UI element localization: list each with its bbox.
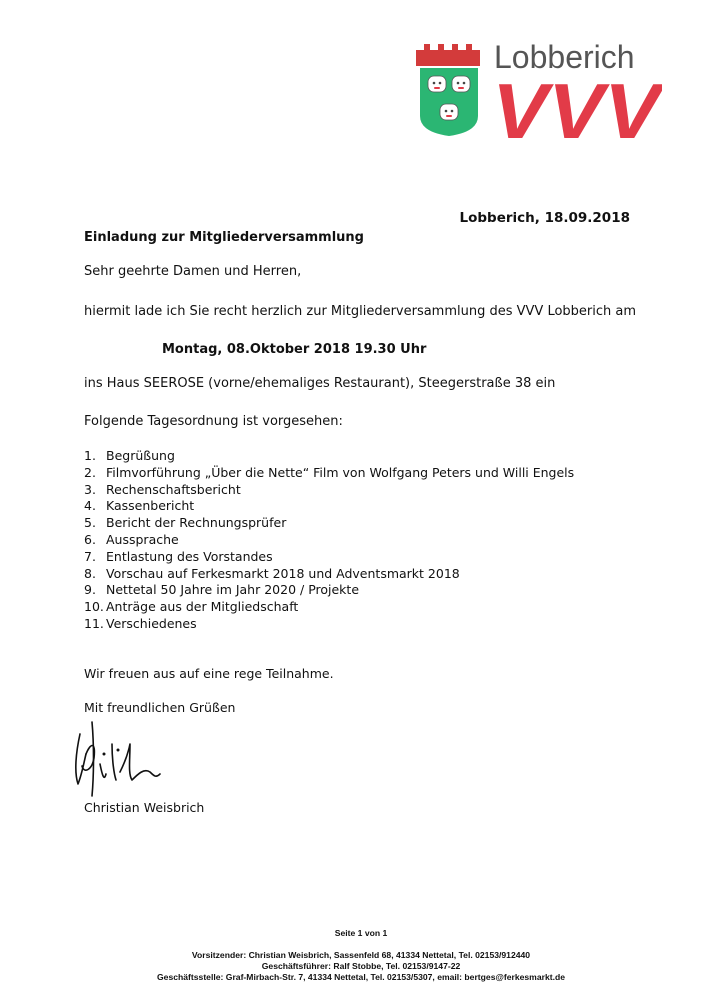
item-text: Rechenschaftsbericht: [106, 481, 241, 497]
meeting-date: Montag, 08.Oktober 2018 19.30 Uhr: [162, 342, 427, 357]
item-number: 9.: [84, 582, 96, 598]
item-number: 1.: [84, 448, 96, 463]
item-text: Anträge aus der Mitgliedschaft: [106, 599, 299, 615]
letter-subject: Einladung zur Mitgliederversammlung: [84, 230, 364, 245]
list-item: [84, 566, 574, 583]
item-text: Verschiedenes: [106, 615, 197, 631]
item-number: 6.: [84, 531, 96, 547]
list-item: [84, 482, 574, 499]
item-text: Bericht der Rechnungsprüfer: [106, 515, 287, 531]
logo-vvv: VVV: [492, 67, 662, 140]
item-number: 7.: [84, 548, 96, 564]
list-item: [84, 582, 574, 599]
list-item: [84, 599, 574, 616]
agenda-list: [84, 448, 574, 633]
list-item: [84, 532, 574, 549]
list-item: [84, 616, 574, 633]
item-text: Filmvorführung „Über die Nette“ Film von Wolfgang Peters und Willi Engels: [106, 464, 575, 480]
item-text: Kassenbericht: [106, 498, 195, 514]
vvv-logo: [412, 44, 662, 140]
item-number: 11.: [84, 615, 104, 631]
list-item: [84, 448, 574, 465]
list-item: [84, 465, 574, 482]
meeting-location: ins Haus SEEROSE (vorne/ehemaliges Restaurant), Steegerstraße 38 ein: [84, 376, 556, 391]
signature-image: [70, 714, 170, 800]
item-text: Nettetal 50 Jahre im Jahr 2020 / Projekte: [106, 582, 360, 598]
item-number: 3.: [84, 481, 96, 497]
footer-line-1: Vorsitzender: Christian Weisbrich, Sassenfeld 68, 41334 Nettetal, Tel. 02153/912440: [191, 950, 531, 960]
item-number: 4.: [84, 498, 96, 514]
item-text: Entlastung des Vorstandes: [106, 548, 273, 564]
item-text: Vorschau auf Ferkesmarkt 2018 und Adventsmarkt 2018: [106, 565, 460, 581]
salutation: Sehr geehrte Damen und Herren,: [84, 264, 302, 279]
footer-line-3: Geschäftsstelle: Graf-Mirbach-Str. 7, 41334 Nettetal, Tel. 02153/5307, email: bertges@ferkesmarkt.de: [156, 972, 566, 982]
item-number: 8.: [84, 565, 96, 581]
list-item: [84, 549, 574, 566]
item-text: Aussprache: [106, 531, 179, 547]
footer-line-2: Geschäftsführer: Ralf Stobbe, Tel. 02153/9147-22: [261, 961, 461, 971]
place-date: Lobberich, 18.09.2018: [459, 210, 630, 226]
coat-of-arms-icon: [412, 44, 662, 140]
intro-paragraph: hiermit lade ich Sie recht herzlich zur Mitgliederversammlung des VVV Lobberich am: [84, 304, 637, 319]
list-item: [84, 515, 574, 532]
item-number: 2.: [84, 464, 96, 480]
item-text: Begrüßung: [106, 448, 175, 463]
page-number: Seite 1 von 1: [334, 928, 388, 938]
list-item: [84, 498, 574, 515]
item-number: 5.: [84, 515, 96, 531]
item-number: 10.: [84, 599, 104, 615]
logo-wordmark: Lobberich: [494, 44, 635, 75]
closing-line: Wir freuen aus auf eine rege Teilnahme.: [84, 666, 334, 681]
signer-name: Christian Weisbrich: [84, 800, 205, 815]
greeting: Mit freundlichen Grüßen: [84, 700, 236, 715]
agenda-intro: Folgende Tagesordnung ist vorgesehen:: [84, 414, 343, 429]
